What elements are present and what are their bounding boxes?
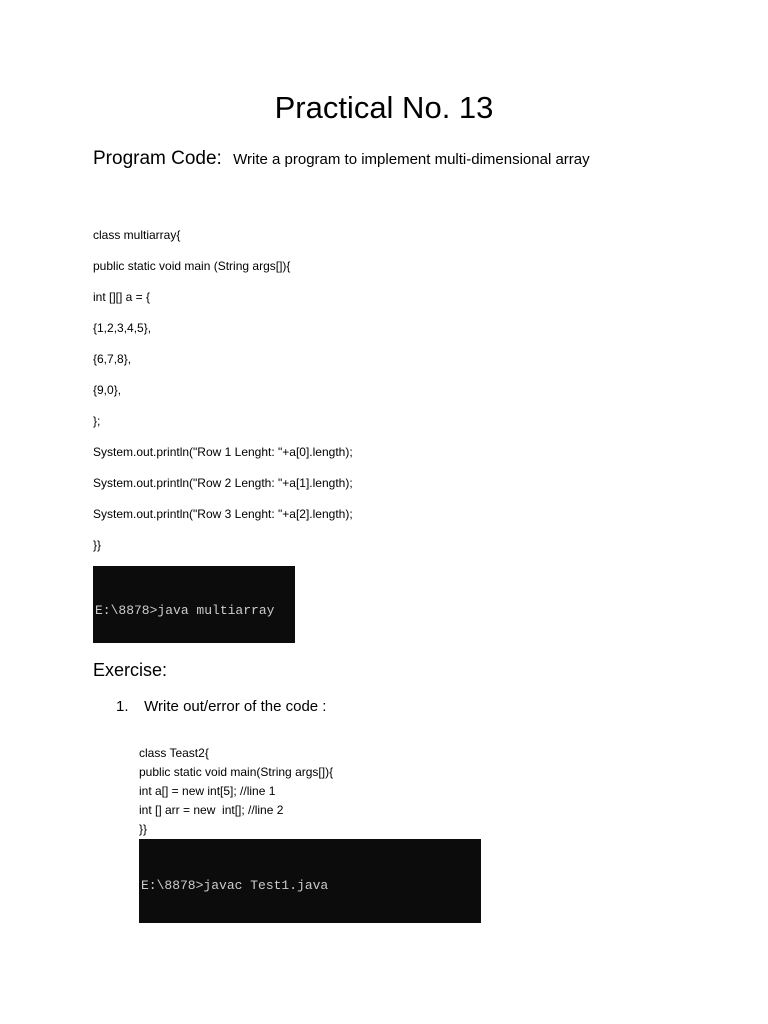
code-line: System.out.println("Row 2 Length: "+a[1].length); bbox=[93, 476, 353, 490]
exercise-code-line: int a[] = new int[5]; //line 1 bbox=[139, 784, 276, 798]
code-line: }; bbox=[93, 414, 101, 428]
terminal-error-screenshot bbox=[139, 839, 481, 923]
code-line: System.out.println("Row 3 Lenght: "+a[2].length); bbox=[93, 507, 353, 521]
terminal-line: E:\8878>java multiarray bbox=[95, 603, 275, 618]
question-text: Write out/error of the code : bbox=[144, 698, 327, 715]
page-title: Practical No. 13 bbox=[274, 90, 494, 125]
exercise-code-line: public static void main(String args[]){ bbox=[139, 765, 334, 779]
program-code-heading bbox=[93, 148, 590, 170]
exercise-heading: Exercise: bbox=[93, 660, 168, 680]
exercise-code-line: }} bbox=[139, 822, 148, 836]
terminal-line: E:\8878>javac Test1.java bbox=[141, 878, 329, 893]
exercise-code-line: int [] arr = new int[]; //line 2 bbox=[139, 803, 284, 817]
code-line: System.out.println("Row 1 Lenght: "+a[0].length); bbox=[93, 445, 353, 459]
exercise-code-line: class Teast2{ bbox=[139, 746, 209, 760]
code-line: class multiarray{ bbox=[93, 228, 181, 242]
terminal-output-screenshot bbox=[93, 566, 295, 643]
code-line: }} bbox=[93, 538, 102, 552]
exercise-question-1 bbox=[116, 698, 326, 715]
code-line: {1,2,3,4,5}, bbox=[93, 321, 152, 335]
code-line: {6,7,8}, bbox=[93, 352, 132, 366]
code-line: int [][] a = { bbox=[93, 290, 151, 304]
code-line: {9,0}, bbox=[93, 383, 122, 397]
program-code-label: Program Code: bbox=[93, 148, 222, 169]
code-line: public static void main (String args[]){ bbox=[93, 259, 291, 273]
question-number: 1. bbox=[116, 698, 129, 715]
program-description: Write a program to implement multi-dimensional array bbox=[233, 151, 590, 168]
